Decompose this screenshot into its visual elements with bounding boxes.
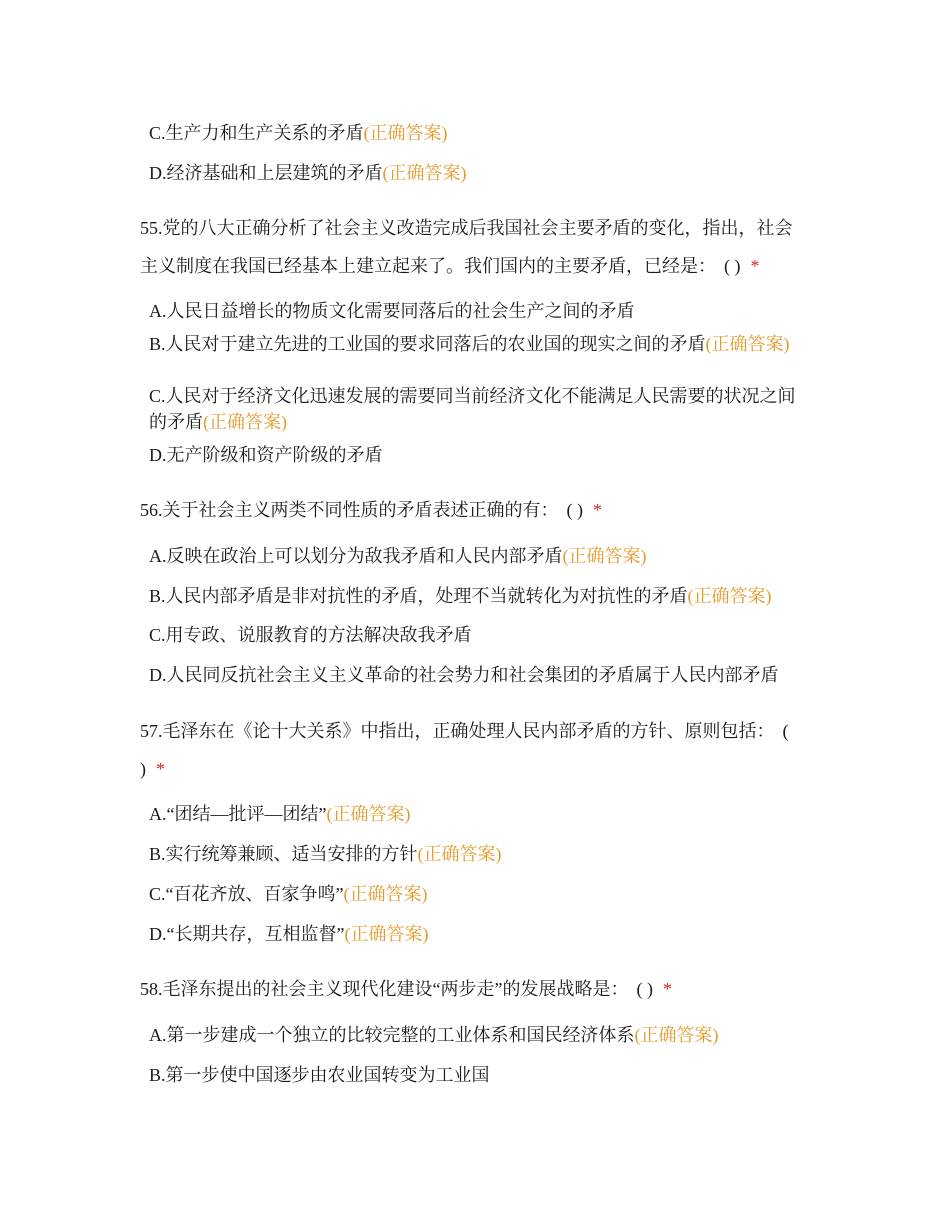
option-prev-d [149, 161, 809, 186]
correct-answer-tag: (正确答案) [326, 804, 411, 824]
question-text: 56.关于社会主义两类不同性质的矛盾表述正确的有： [140, 500, 559, 520]
option-text: D.“长期共存，互相监督” [149, 924, 345, 944]
option-text: D.无产阶级和资产阶级的矛盾 [149, 445, 383, 465]
option-text: A.人民日益增长的物质文化需要同落后的社会生产之间的矛盾 [149, 301, 635, 321]
question-text: 55.党的八大正确分析了社会主义改造完成后我国社会主要矛盾的变化，指出，社会主义制度在我国已经基本上建立起来了。我们国内的主要矛盾，已经是： [140, 218, 793, 276]
option-text: C.“百花齐放、百家争鸣” [149, 884, 344, 904]
answer-blank: ( ) [566, 500, 583, 520]
question-text: 58.毛泽东提出的社会主义现代化建设“两步走”的发展战略是： [140, 979, 629, 999]
answer-blank: ( ) [724, 256, 741, 276]
question-57-option-d [149, 922, 809, 947]
correct-answer-tag: (正确答案) [382, 163, 467, 183]
question-58-option-a [149, 1023, 809, 1048]
question-56-option-a [149, 544, 809, 569]
correct-answer-tag: (正确答案) [344, 924, 429, 944]
option-text: A.反映在政治上可以划分为敌我矛盾和人民内部矛盾 [149, 546, 563, 566]
question-56-stem [140, 498, 805, 523]
correct-answer-tag: (正确答案) [634, 1025, 719, 1045]
correct-answer-tag: (正确答案) [705, 334, 790, 354]
answer-blank: ( ) [140, 721, 789, 779]
correct-answer-tag: (正确答案) [363, 123, 448, 143]
question-56-option-c [149, 623, 809, 648]
question-58-stem [140, 977, 805, 1002]
required-mark: * [662, 979, 672, 999]
question-55-stem [140, 209, 805, 285]
option-text: C.生产力和生产关系的矛盾 [149, 123, 364, 143]
option-text: B.实行统筹兼顾、适当安排的方针 [149, 844, 418, 864]
question-55-option-c [149, 383, 809, 435]
option-prev-c [149, 121, 809, 146]
option-text: B.第一步使中国逐步由农业国转变为工业国 [149, 1065, 490, 1085]
option-text: B.人民内部矛盾是非对抗性的矛盾，处理不当就转化为对抗性的矛盾 [149, 586, 688, 606]
required-mark: * [750, 256, 760, 276]
question-58-option-b [149, 1063, 809, 1088]
question-57-option-c [149, 882, 809, 907]
question-55-option-b [149, 331, 809, 357]
option-text: C.用专政、说服教育的方法解决敌我矛盾 [149, 625, 472, 645]
correct-answer-tag: (正确答案) [343, 884, 428, 904]
question-text: 57.毛泽东在《论十大关系》中指出，正确处理人民内部矛盾的方针、原则包括： [140, 721, 775, 741]
correct-answer-tag: (正确答案) [562, 546, 647, 566]
question-57-stem [140, 712, 805, 788]
question-55-option-a [149, 299, 809, 324]
question-55-option-d [149, 443, 809, 468]
option-text: B.人民对于建立先进的工业国的要求同落后的农业国的现实之间的矛盾 [149, 334, 706, 354]
answer-blank: ( ) [636, 979, 653, 999]
required-mark: * [593, 500, 602, 520]
question-57-option-b [149, 842, 809, 867]
question-56-option-b [149, 584, 809, 609]
option-text: A.“团结—批评—团结” [149, 804, 327, 824]
option-text: D.人民同反抗社会主义主义革命的社会势力和社会集团的矛盾属于人民内部矛盾 [149, 665, 779, 685]
question-57-option-a [149, 802, 809, 827]
required-mark: * [156, 759, 165, 779]
option-text: A.第一步建成一个独立的比较完整的工业体系和国民经济体系 [149, 1025, 635, 1045]
correct-answer-tag: (正确答案) [203, 412, 287, 432]
correct-answer-tag: (正确答案) [417, 844, 502, 864]
option-text: C.人民对于经济文化迅速发展的需要同当前经济文化不能满足人民需要的状况之间的矛盾 [149, 386, 796, 432]
option-text: D.经济基础和上层建筑的矛盾 [149, 163, 383, 183]
correct-answer-tag: (正确答案) [687, 586, 772, 606]
question-56-option-d [149, 663, 809, 688]
